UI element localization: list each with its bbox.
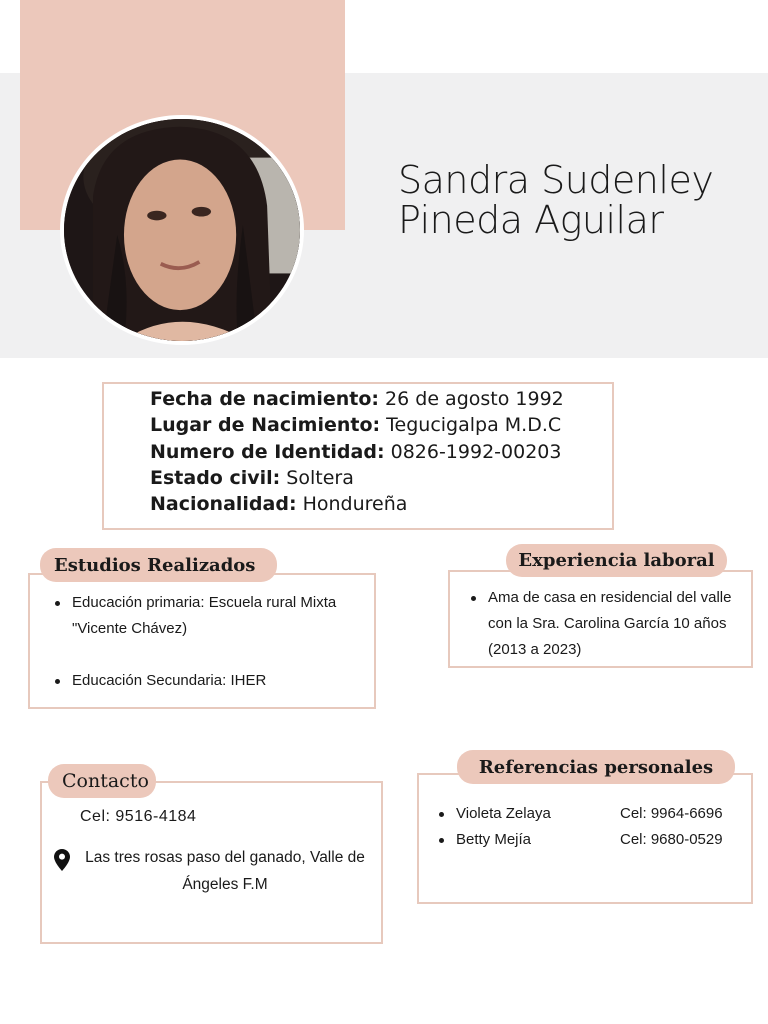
location-pin-icon	[54, 849, 70, 871]
list-item: Ama de casa en residencial del valle con la Sra. Carolina García 10 años (2013 a 2023)	[468, 585, 748, 663]
references-list	[436, 801, 756, 853]
contact-heading: Contacto	[48, 764, 156, 798]
contact-phone: Cel: 9516-4184	[80, 808, 197, 825]
nationality-label: Nacionalidad:	[150, 493, 297, 515]
reference-name: Violeta Zelaya	[456, 805, 551, 822]
list-item	[436, 801, 756, 827]
birth-place-label: Lugar de Nacimiento:	[150, 414, 381, 436]
nationality-value: Hondureña	[296, 493, 408, 515]
reference-name: Betty Mejía	[456, 831, 532, 848]
list-item	[436, 827, 756, 853]
id-number-label: Numero de Identidad:	[150, 441, 385, 463]
studies-list	[52, 590, 352, 694]
list-item: Educación primaria: Escuela rural Mixta "Vicente Chávez)	[52, 590, 352, 642]
birth-date-row	[150, 386, 564, 412]
references-heading: Referencias personales	[457, 750, 735, 784]
studies-heading: Estudios Realizados	[40, 548, 277, 582]
civil-status-label: Estado civil:	[150, 467, 281, 489]
contact-address: Las tres rosas paso del ganado, Valle de Ángeles F.M	[85, 849, 365, 893]
id-number-row	[150, 439, 561, 465]
birth-date-value: 26 de agosto 1992	[379, 388, 564, 410]
reference-phone: Cel: 9964-6696	[620, 805, 723, 822]
civil-status-value: Soltera	[280, 467, 354, 489]
experience-heading: Experiencia laboral	[506, 544, 727, 577]
nationality-row	[150, 491, 407, 517]
name-line-2: Pineda Aguilar	[398, 198, 664, 242]
civil-status-row	[150, 465, 354, 491]
experience-list	[468, 585, 748, 663]
list-item: Educación Secundaria: IHER	[52, 668, 352, 694]
reference-phone: Cel: 9680-0529	[620, 831, 723, 848]
birth-place-row	[150, 412, 561, 438]
candidate-name	[398, 160, 758, 240]
birth-place-value: Tegucigalpa M.D.C	[380, 414, 562, 436]
profile-photo	[60, 115, 304, 345]
name-line-1: Sandra Sudenley	[398, 158, 714, 202]
id-number-value: 0826-1992-00203	[384, 441, 562, 463]
birth-date-label: Fecha de nacimiento:	[150, 388, 380, 410]
personal-info-box	[102, 382, 614, 530]
